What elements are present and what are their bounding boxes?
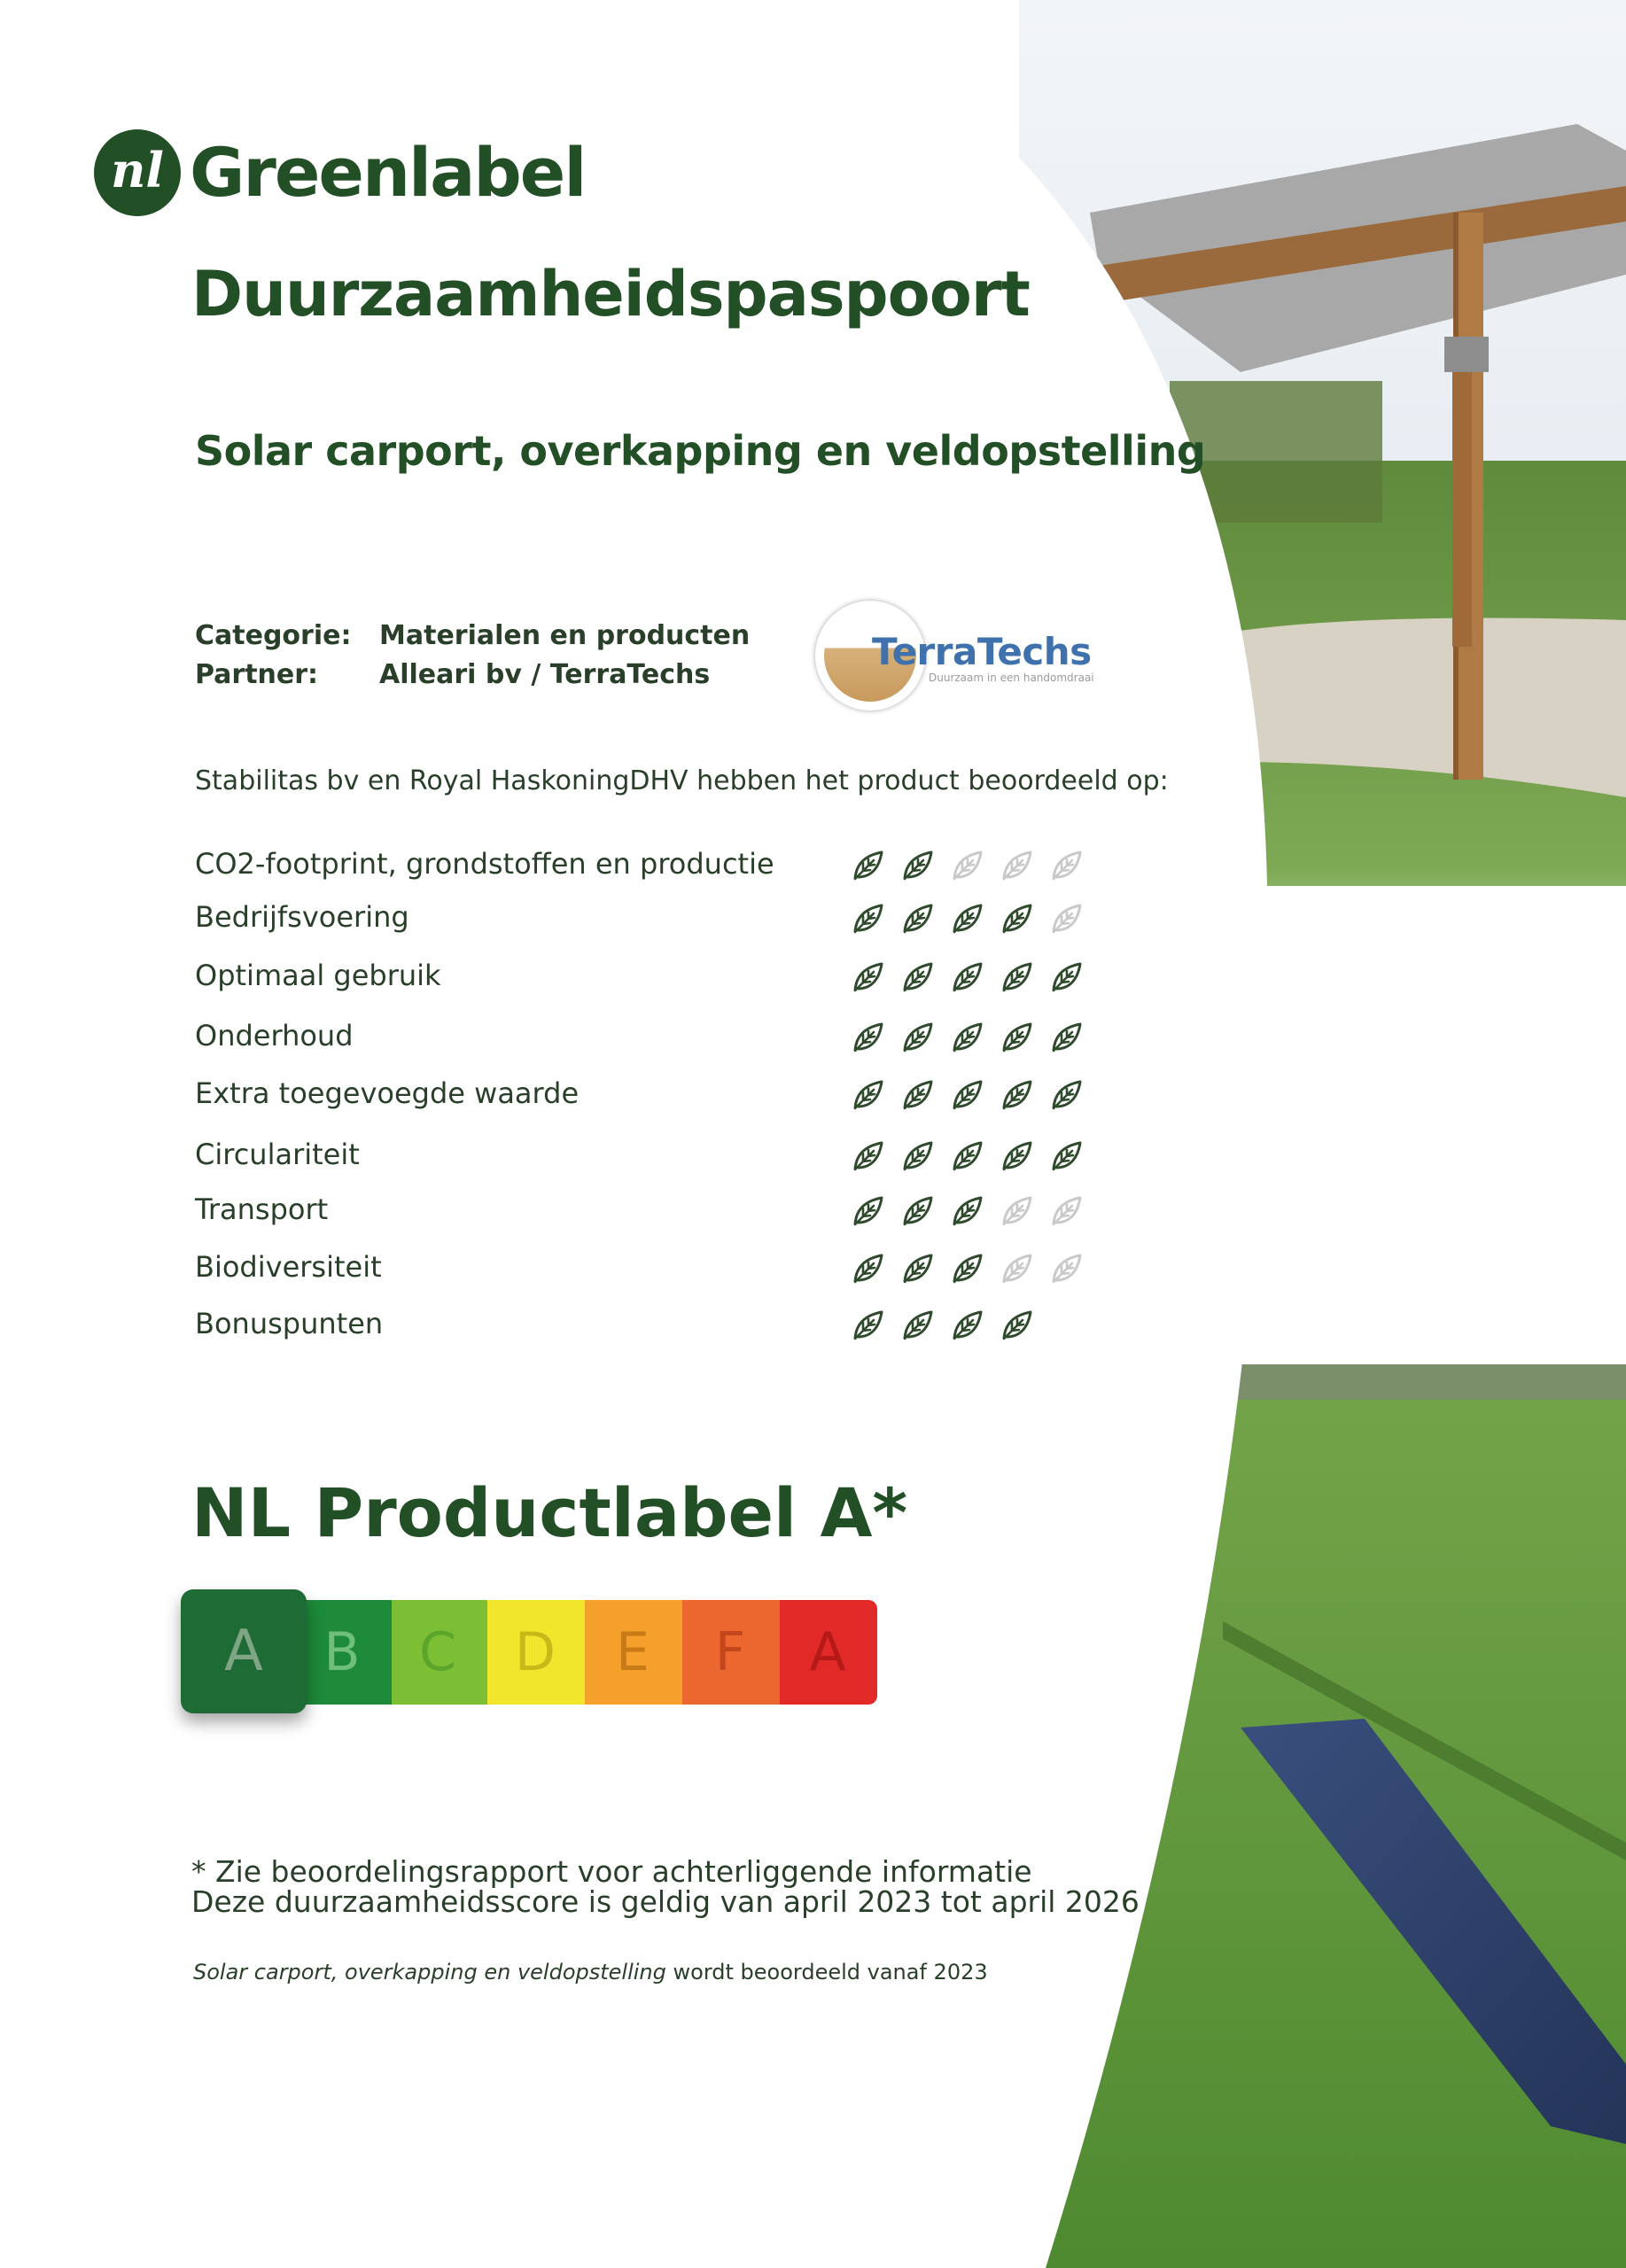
criterion-name: Biodiversiteit	[195, 1250, 382, 1284]
grade-bar-b: B	[292, 1600, 392, 1705]
leaf-icon	[950, 1020, 985, 1055]
grade-bar-a-selected: A	[181, 1589, 307, 1713]
leaf-icon	[1000, 901, 1035, 936]
leaf-icon	[1000, 848, 1035, 883]
leaf-icon	[900, 1138, 936, 1174]
leaf-icon	[900, 1193, 936, 1229]
criterion-name: Bonuspunten	[195, 1307, 384, 1340]
leaf-icon	[950, 1251, 985, 1286]
leaf-icon	[1000, 1308, 1035, 1343]
footer-validity: Deze duurzaamheidsscore is geldig van april 2023 tot april 2026	[191, 1884, 1140, 1919]
leaf-icon	[1049, 1251, 1085, 1286]
page-title: Duurzaamheidspaspoort	[191, 258, 1030, 330]
leaf-icon	[1049, 1138, 1085, 1174]
leaf-icon	[851, 959, 886, 995]
leaf-icon	[1049, 1077, 1085, 1113]
leaf-icon	[950, 1138, 985, 1174]
leaf-icon	[900, 1251, 936, 1286]
leaf-icon	[1049, 1020, 1085, 1055]
leaf-icon	[1049, 901, 1085, 936]
leaf-icon	[1000, 1077, 1035, 1113]
product-subtitle: Solar carport, overkapping en veldopstelling	[195, 427, 1206, 475]
terratechs-logo-tagline: Duurzaam in een handomdraai	[929, 672, 1094, 684]
leaf-icon	[900, 1020, 936, 1055]
greenlabel-logo-word: Greenlabel	[190, 133, 586, 212]
grade-bar-7: A	[778, 1600, 877, 1705]
criterion-name: CO2-footprint, grondstoffen en productie	[195, 847, 774, 881]
criterion-name: Onderhoud	[195, 1019, 354, 1052]
logo-mark-text: nl	[111, 142, 164, 198]
leaf-icon	[950, 959, 985, 995]
leaf-icon	[1000, 1251, 1035, 1286]
leaf-icon	[950, 1077, 985, 1113]
leaf-icon	[900, 901, 936, 936]
leaf-icon	[1049, 1193, 1085, 1229]
leaf-icon	[851, 1193, 886, 1229]
leaf-icon	[1000, 1020, 1035, 1055]
leaf-icon	[1000, 959, 1035, 995]
greenlabel-logo-mark	[94, 129, 181, 216]
category-label: Categorie:	[195, 620, 352, 651]
leaf-icon	[851, 1020, 886, 1055]
leaf-icon	[950, 1193, 985, 1229]
category-value: Materialen en producten	[379, 620, 751, 651]
criterion-name: Bedrijfsvoering	[195, 900, 409, 934]
criterion-name: Circulariteit	[195, 1138, 360, 1171]
leaf-icon	[1000, 1193, 1035, 1229]
product-label-title: NL Productlabel A*	[191, 1473, 908, 1552]
leaf-icon	[900, 959, 936, 995]
leaf-icon	[950, 1308, 985, 1343]
partner-value: Alleari bv / TerraTechs	[379, 659, 711, 690]
footer-reference: * Zie beoordelingsrapport voor achterliggende informatie	[191, 1854, 1032, 1889]
assessment-note	[193, 1956, 988, 1988]
grade-bar-c: C	[388, 1600, 487, 1705]
assessment-note-product: Solar carport, overkapping en veldopstelling	[193, 1960, 666, 1984]
leaf-icon	[900, 1077, 936, 1113]
leaf-icon	[851, 1308, 886, 1343]
leaf-icon	[851, 901, 886, 936]
leaf-icon	[851, 1077, 886, 1113]
assessment-note-text: wordt beoordeeld vanaf 2023	[665, 1960, 988, 1984]
leaf-icon	[950, 848, 985, 883]
criterion-name: Transport	[195, 1192, 329, 1226]
assessment-intro: Stabilitas bv en Royal HaskoningDHV hebben het product beoordeeld op:	[195, 765, 1169, 796]
terratechs-logo-name: TerraTechs	[872, 630, 1092, 673]
leaf-icon	[900, 848, 936, 883]
criterion-name: Extra toegevoegde waarde	[195, 1076, 580, 1110]
leaf-icon	[1000, 1138, 1035, 1174]
leaf-icon	[1049, 959, 1085, 995]
criterion-name: Optimaal gebruik	[195, 959, 441, 992]
grade-bar-f: F	[681, 1600, 780, 1705]
leaf-icon	[1049, 848, 1085, 883]
leaf-icon	[900, 1308, 936, 1343]
leaf-icon	[851, 848, 886, 883]
grade-bar-e: E	[583, 1600, 682, 1705]
leaf-icon	[851, 1138, 886, 1174]
leaf-icon	[950, 901, 985, 936]
grade-bar-d: D	[486, 1600, 585, 1705]
partner-label: Partner:	[195, 659, 319, 690]
leaf-icon	[851, 1251, 886, 1286]
